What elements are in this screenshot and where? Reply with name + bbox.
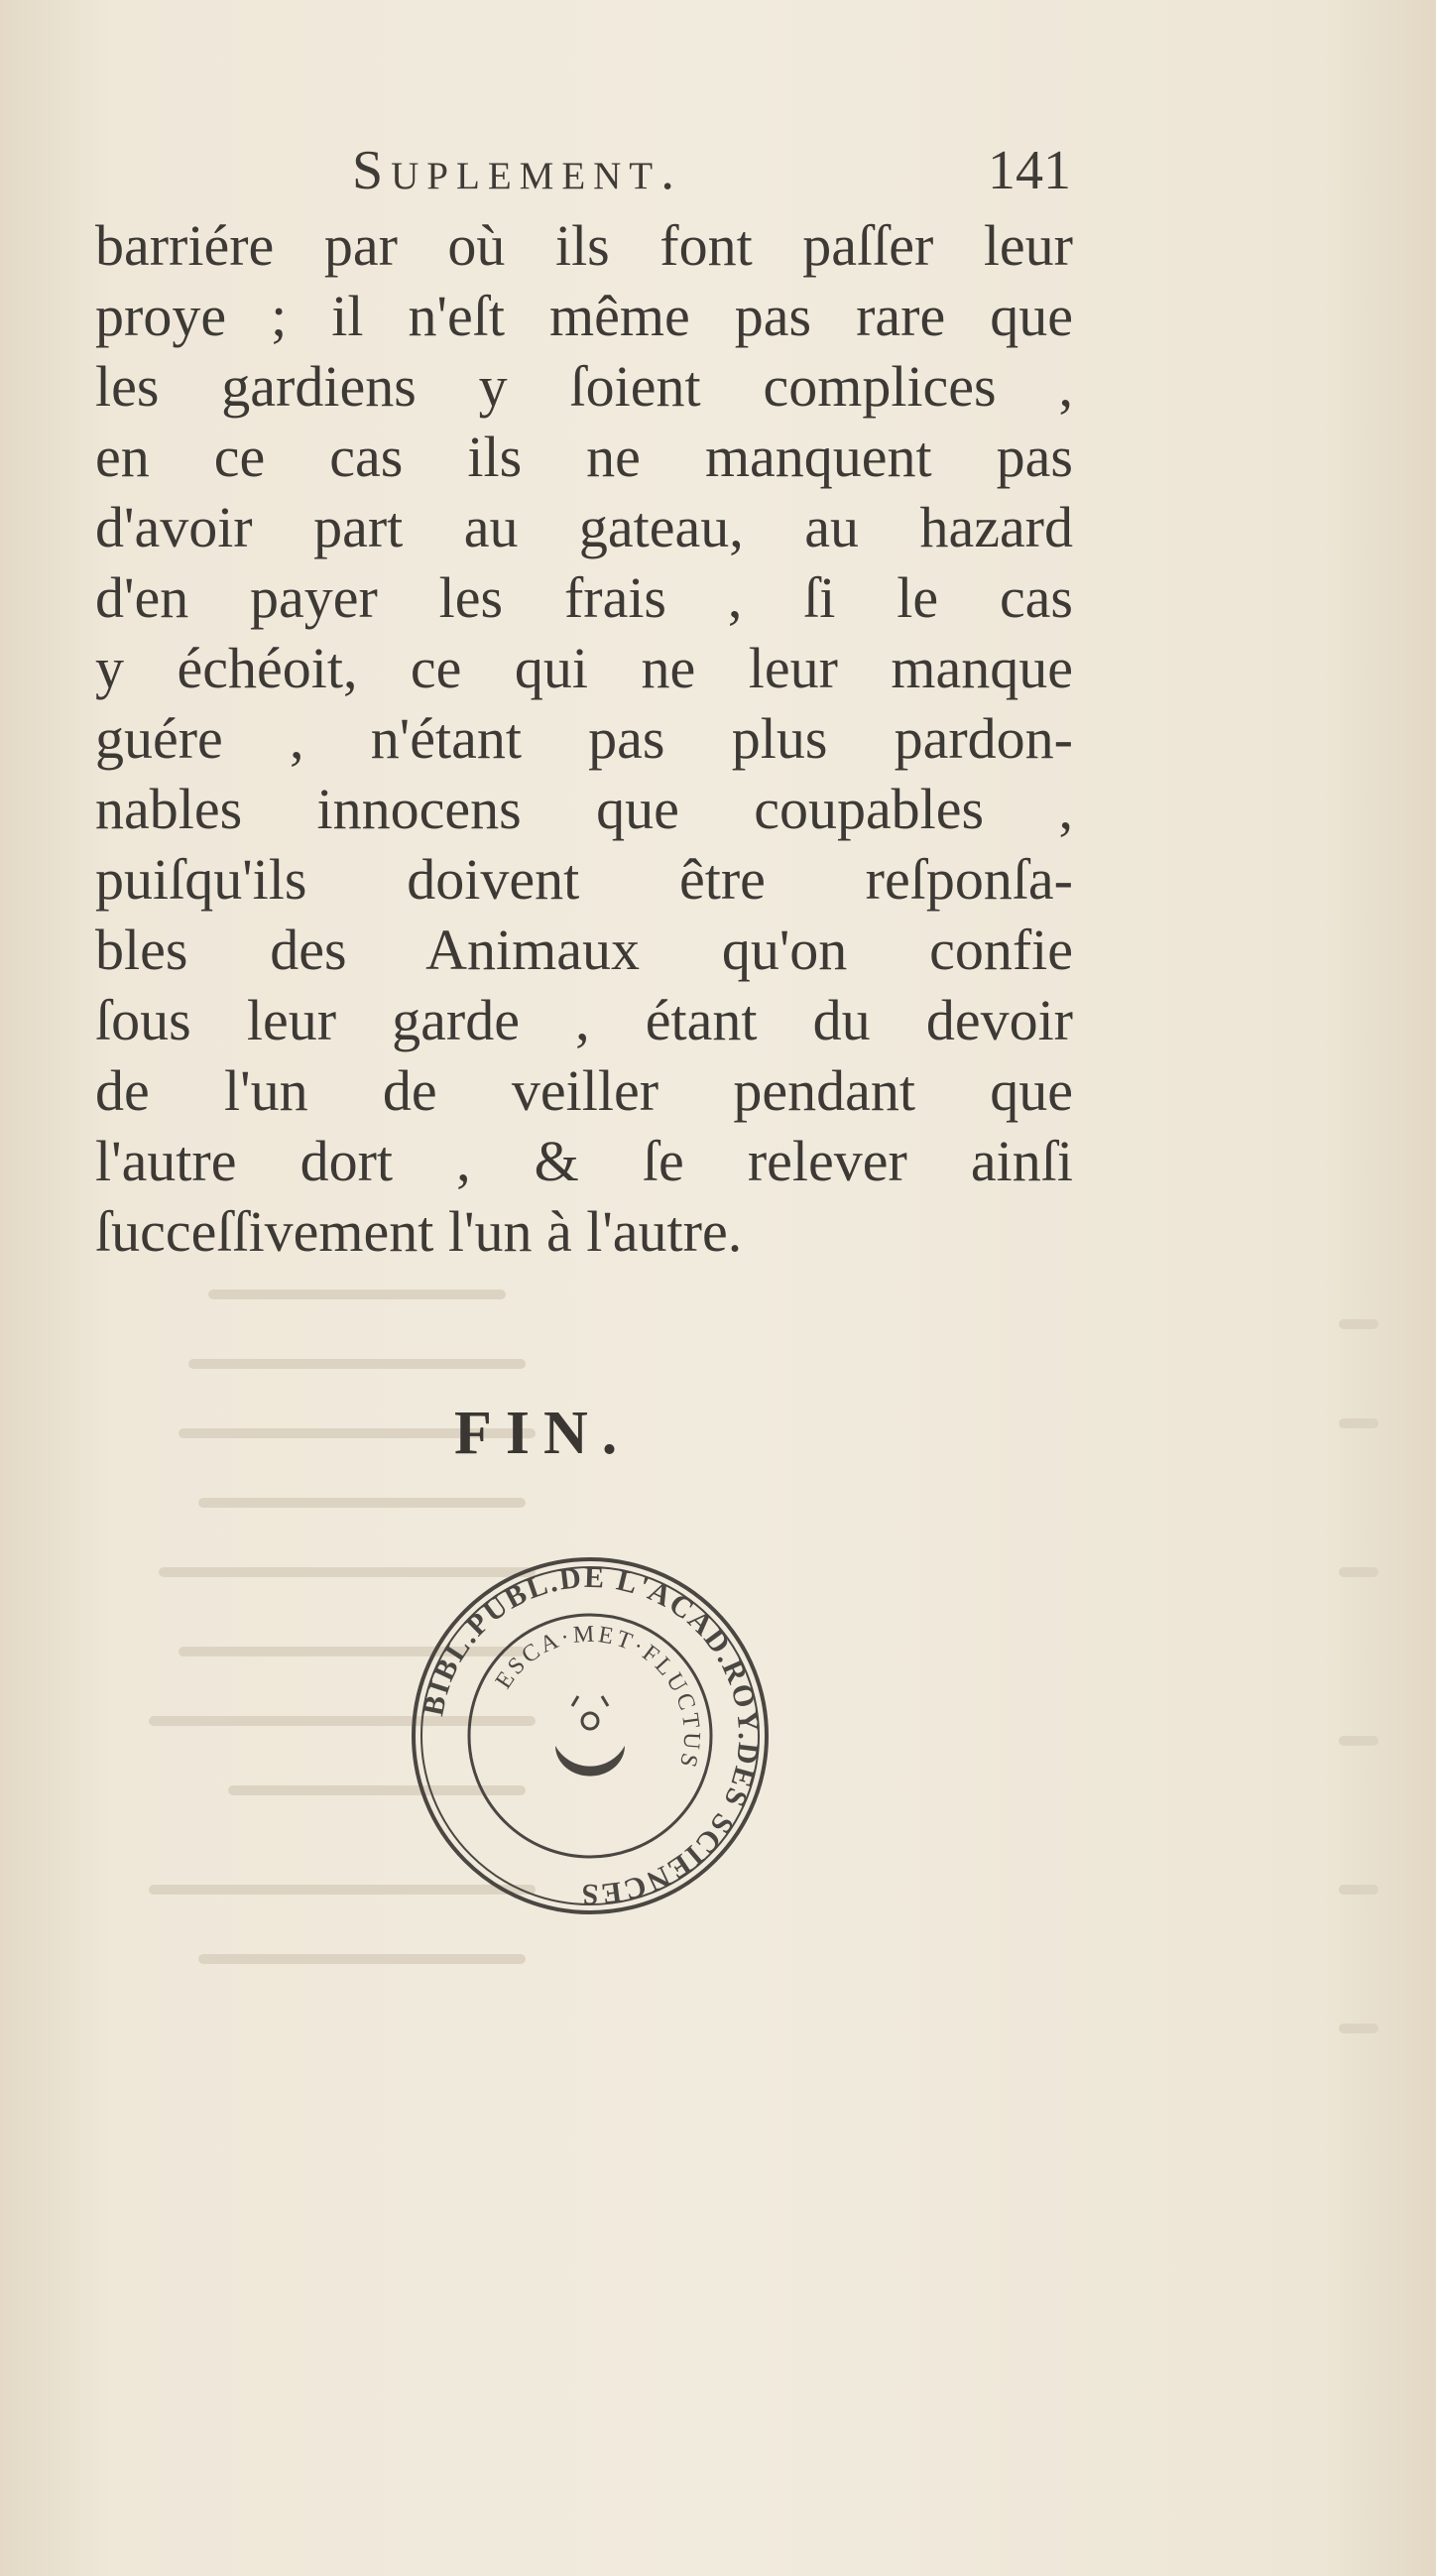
text-line: ſucceſſivement l'un à l'autre. bbox=[95, 1199, 743, 1264]
text-line: barriére par où ils font paſſer leur bbox=[95, 213, 1073, 278]
running-title: Suplement. bbox=[352, 140, 683, 201]
text-line: d'en payer les frais , ſi le cas bbox=[95, 565, 1073, 630]
text-line: en ce cas ils ne manquent pas bbox=[95, 425, 1073, 489]
library-stamp bbox=[392, 1547, 788, 1924]
text-line: l'autre dort , & ſe relever ainſi bbox=[95, 1129, 1073, 1193]
page-header bbox=[99, 139, 1071, 201]
text-line: d'avoir part au gateau, au hazard bbox=[95, 495, 1073, 559]
text-line: de l'un de veiller pendant que bbox=[95, 1058, 1073, 1123]
text-line: proye ; il n'eſt même pas rare que bbox=[95, 284, 1073, 348]
stamp-inner-text: ESCA·MET·FLUCTUS bbox=[490, 1621, 705, 1774]
page-number: 141 bbox=[988, 140, 1071, 201]
stamp-crescent-emblem bbox=[555, 1696, 625, 1777]
text-line: les gardiens y ſoient complices , bbox=[95, 354, 1073, 419]
text-line: y échéoit, ce qui ne leur manque bbox=[95, 636, 1073, 700]
stamp-outer-text: BIBL.PUBL.DE L'ACAD.ROY.DES SCIENCES bbox=[417, 1560, 766, 1911]
text-line: puiſqu'ils doivent être reſponſa- bbox=[95, 847, 1073, 912]
text-line: bles des Animaux qu'on confie bbox=[95, 918, 1073, 982]
text-line: ſous leur garde , étant du devoir bbox=[95, 988, 1073, 1052]
end-mark: FIN. bbox=[454, 1400, 632, 1467]
text-line: nables innocens que coupables , bbox=[95, 777, 1073, 841]
text-line: guére , n'étant pas plus pardon- bbox=[95, 706, 1073, 771]
stamp-inner-ring bbox=[469, 1615, 711, 1857]
body-text bbox=[95, 210, 1073, 1267]
